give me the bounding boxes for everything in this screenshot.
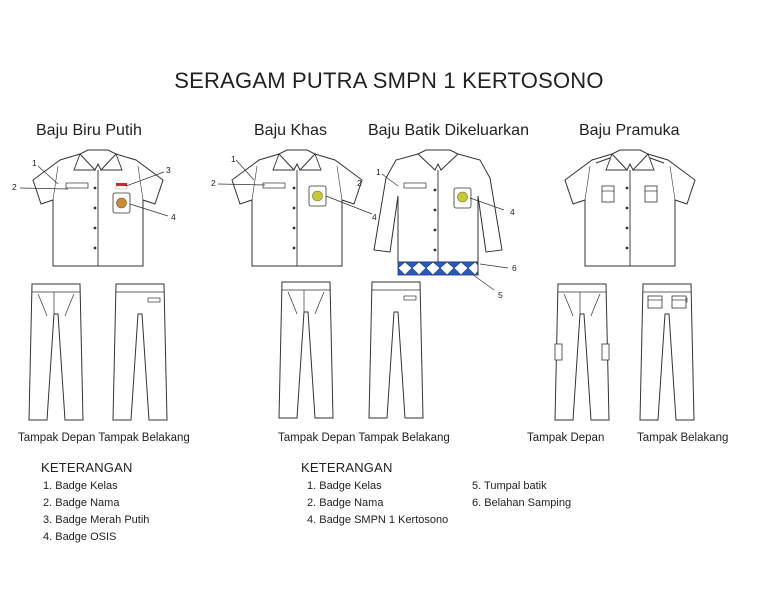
pramuka-pants-back (640, 284, 694, 420)
notes-left-heading: KETERANGAN (41, 460, 133, 475)
flag-badge-white (116, 186, 127, 189)
name-badge (263, 183, 285, 188)
name-badge (404, 183, 426, 188)
notes-right-item: 1. Badge Kelas (307, 480, 382, 492)
pramuka-pants-front (555, 284, 609, 420)
callout-number: 4 (171, 212, 176, 222)
callout-number: 3 (166, 165, 171, 175)
shirt-baju-khas (232, 150, 362, 266)
notes-left-item: 4. Badge OSIS (43, 531, 117, 543)
callout-number: 4 (372, 212, 377, 222)
callout-number: 4 (510, 207, 515, 217)
callout-number: 2 (12, 182, 17, 192)
flag-badge-red (116, 183, 127, 186)
callout-number: 1 (231, 154, 236, 164)
callout-number: 1 (32, 158, 37, 168)
view-label-group1: Tampak Depan Tampak Belakang (18, 432, 190, 444)
pants-back (369, 282, 423, 418)
callout-number: 6 (512, 263, 517, 273)
notes-right-heading: KETERANGAN (301, 460, 393, 475)
callout-number: 5 (498, 290, 503, 300)
chest-pocket (602, 186, 614, 202)
callout-number: 2 (211, 178, 216, 188)
shirt-batik (374, 150, 502, 275)
shirt-pramuka (565, 150, 695, 266)
pants-back (113, 284, 167, 420)
page-title: SERAGAM PUTRA SMPN 1 KERTOSONO (174, 68, 604, 93)
view-label-pramuka-back: Tampak Belakang (637, 432, 729, 444)
pants-front (29, 284, 83, 420)
section-title-baju-pramuka: Baju Pramuka (579, 122, 680, 139)
section-title-baju-khas: Baju Khas (254, 122, 327, 139)
view-label-group2: Tampak Depan Tampak Belakang (278, 432, 450, 444)
notes-left-item: 3. Badge Merah Putih (43, 514, 150, 526)
notes-left-item: 1. Badge Kelas (43, 480, 118, 492)
section-title-baju-batik: Baju Batik Dikeluarkan (368, 122, 529, 139)
callout-number: 2 (357, 178, 362, 188)
notes-right-item: 5. Tumpal batik (472, 480, 547, 492)
notes-right-item: 2. Badge Nama (307, 497, 384, 509)
notes-left-item: 2. Badge Nama (43, 497, 120, 509)
chest-pocket (645, 186, 657, 202)
view-label-pramuka-front: Tampak Depan (527, 432, 605, 444)
callout-number: 1 (376, 167, 381, 177)
notes-right-item: 4. Badge SMPN 1 Kertosono (307, 514, 449, 526)
section-title-baju-biru-putih: Baju Biru Putih (36, 122, 142, 139)
pants-front (279, 282, 333, 418)
name-badge (66, 183, 88, 188)
notes-right-item: 6. Belahan Samping (472, 497, 572, 509)
